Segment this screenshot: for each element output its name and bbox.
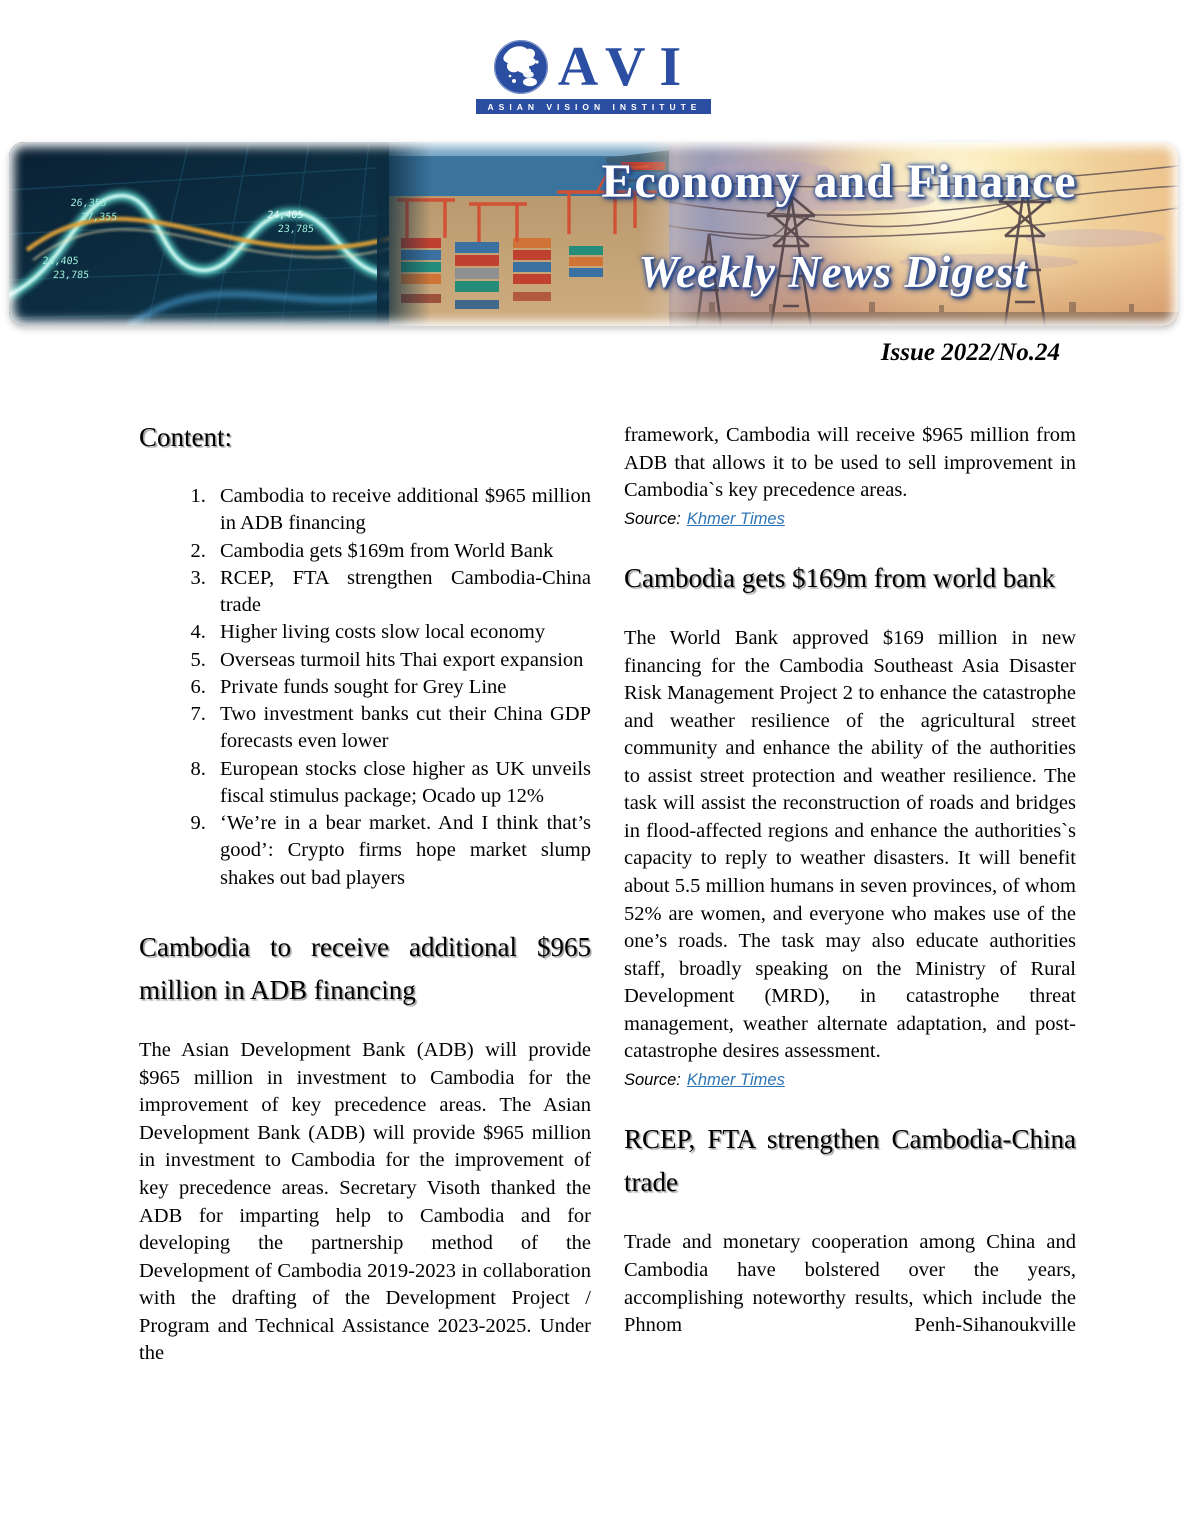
svg-text:23,785: 23,785	[52, 270, 90, 281]
svg-text:27,355: 27,355	[80, 212, 118, 223]
content-columns	[139, 422, 1076, 1368]
svg-text:26,355: 26,355	[69, 198, 108, 209]
article-heading-rcep: RCEP, FTA strengthen Cambodia-China trade	[624, 1124, 1076, 1198]
toc-item: 2. Cambodia gets $169m from World Bank	[211, 538, 591, 565]
left-column	[139, 422, 591, 1368]
toc-item: 9. ‘We’re in a bear market. And I think that’s good’: Crypto firms hope market slump shakes out bad players	[211, 810, 591, 892]
toc-item: 8. European stocks close higher as UK unveils fiscal stimulus package; Ocado up 12%	[211, 756, 591, 811]
toc-item: 3. RCEP, FTA strengthen Cambodia-China trade	[211, 565, 591, 620]
right-column	[624, 422, 1076, 1368]
article-body-adb-right: framework, Cambodia will receive $965 million from ADB that allows it to be used to sell improvement in Cambodia`s key precedence areas.	[624, 424, 1076, 502]
source-label: Source:	[624, 509, 681, 528]
article-body-rcep: Trade and monetary cooperation among China and Cambodia have bolstered over the years, accomplishing noteworthy results, which include the Phnom Penh-Sihanoukville	[624, 1231, 1076, 1337]
toc-item: 4. Higher living costs slow local economy	[211, 619, 591, 646]
logo-acronym: AVI	[557, 36, 696, 98]
article-body-adb-left: The Asian Development Bank (ADB) will provide $965 million in investment to Cambodia for the improvement of key precedence areas. The Asian Development Bank (ADB) will provide $965 million in investment to Cambodia for the improvement of key precedence areas. Secretary Visoth thanked the ADB for imparting help to Cambodia and for developing the partnership method of the Development of Cambodia 2019-2023 in collaboration with the drafting of the Development Project / Program and Technical Assistance 2023-2025. Under the	[139, 1039, 591, 1365]
banner-title: Economy and Finance	[601, 155, 1077, 208]
source-label: Source:	[624, 1070, 681, 1089]
toc-heading: Content:	[139, 422, 232, 452]
avi-logo	[0, 0, 1187, 114]
source-line-worldbank	[624, 1069, 1076, 1092]
article-body-worldbank: The World Bank approved $169 million in new financing for the Cambodia Southeast Asia Disaster Risk Management Project 2 to enhance the catastrophe and weather resilience of the agricultural street community and enhance the ability of the authorities to assist street protection and weather resilience. The task will assist the reconstruction of roads and bridges in flood-affected regions and enhance the authorities`s capacity to reply to weather disasters. It will benefit about 5.5 million humans in seven provinces, of whom 52% are women, and everyone who makes use of the one’s roads. The task may also educate authorities staff, broadly speaking on the Ministry of Rural Development (MRD), in catastrophe threat management, weather alternate adaptation, and post-catastrophe desires assessment.	[624, 626, 1076, 1063]
stock-chart-photo	[9, 142, 411, 326]
banner-subtitle: Weekly News Digest	[638, 247, 1028, 297]
source-link-khmer-times[interactable]: Khmer Times	[686, 509, 785, 528]
source-line-adb	[624, 508, 1076, 531]
article-heading-adb: Cambodia to receive additional $965 million in ADB financing	[139, 931, 591, 1005]
issue-number: Issue 2022/No.24	[880, 339, 1060, 366]
source-link-khmer-times[interactable]: Khmer Times	[686, 1070, 785, 1089]
toc-item: 1. Cambodia to receive additional $965 million in ADB financing	[211, 483, 591, 538]
article-heading-worldbank: Cambodia gets $169m from world bank	[624, 562, 1056, 593]
toc-list	[173, 483, 591, 892]
toc-item: 6. Private funds sought for Grey Line	[211, 674, 591, 701]
globe-icon	[492, 38, 550, 96]
logo-tagline: ASIAN VISION INSTITUTE	[476, 99, 712, 114]
svg-text:24,405: 24,405	[266, 210, 304, 221]
toc-item: 5. Overseas turmoil hits Thai export expansion	[211, 647, 591, 674]
toc-item: 7. Two investment banks cut their China GDP forecasts even lower	[211, 701, 591, 756]
svg-text:23,785: 23,785	[277, 224, 315, 235]
hero-banner	[9, 142, 1178, 326]
svg-text:24,405: 24,405	[41, 256, 80, 267]
